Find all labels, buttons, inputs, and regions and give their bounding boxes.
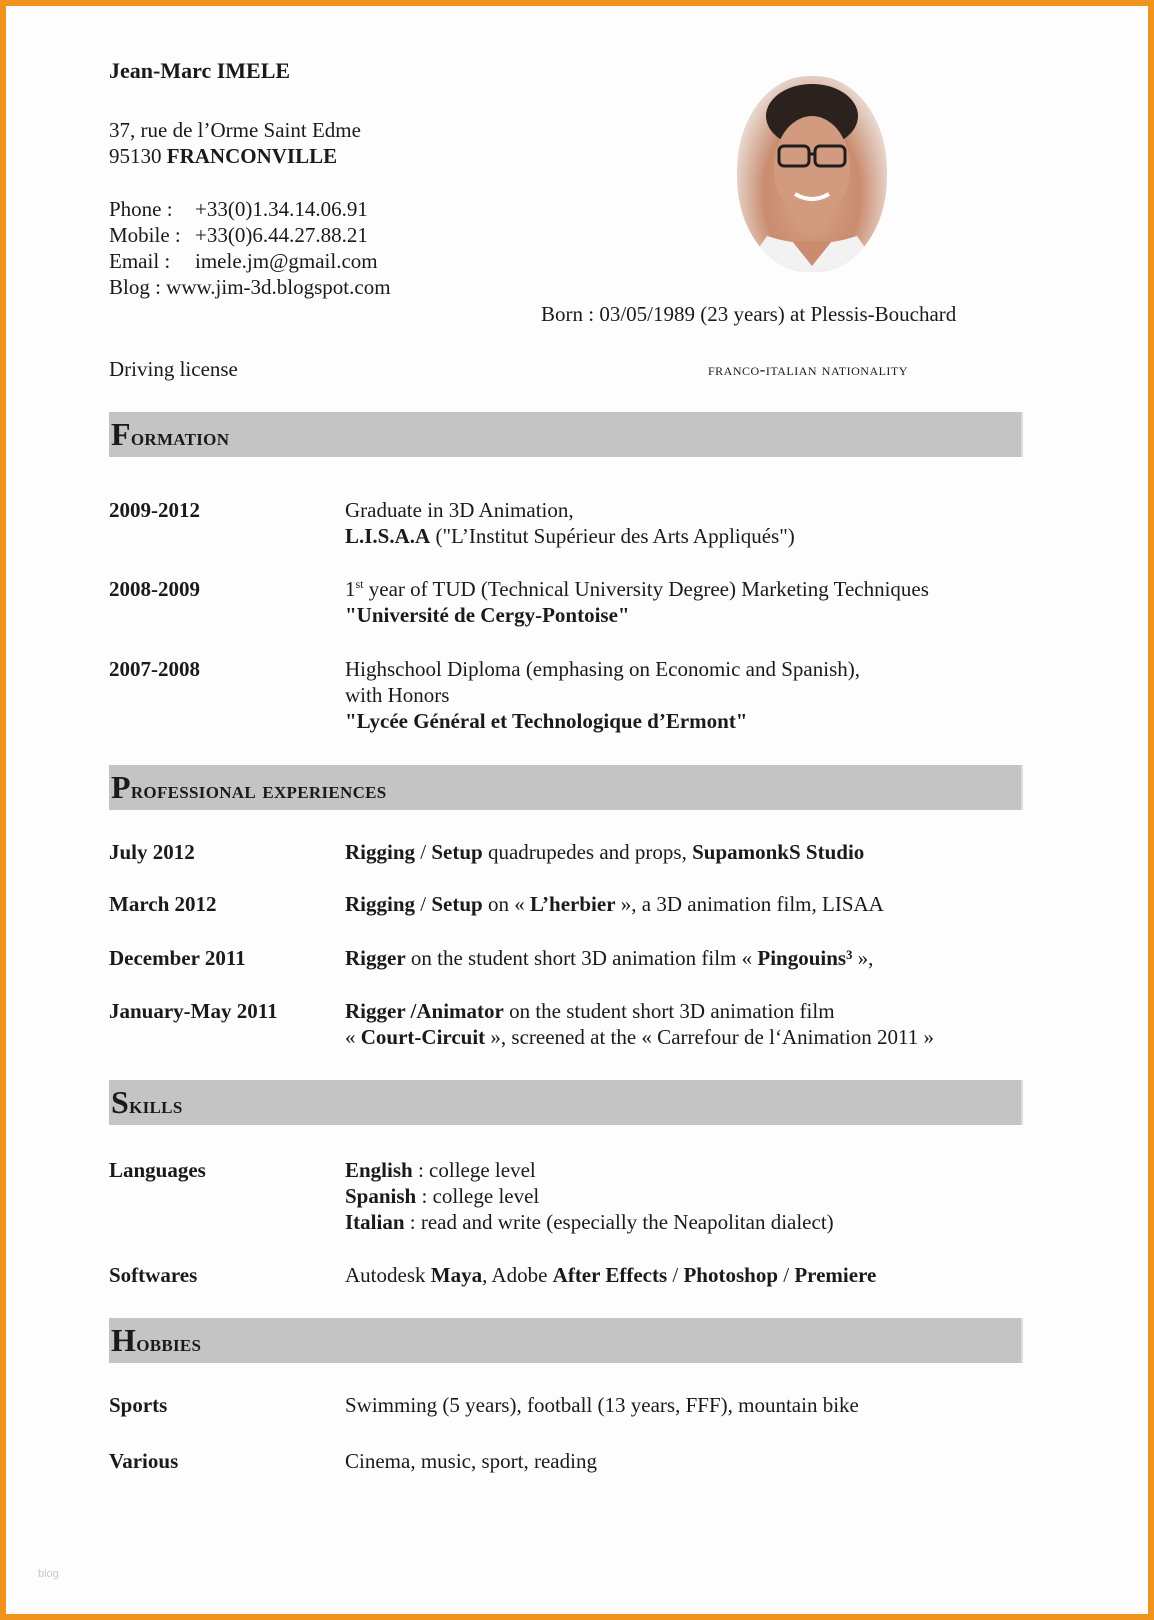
separator: / [667, 1263, 684, 1287]
detail: on the student short 3D animation film [503, 999, 835, 1023]
mobile-label: Mobile : [109, 223, 181, 247]
language-level: : read and write (especially the Neapolitan dialect) [404, 1210, 834, 1234]
film-title: Court-Circuit [360, 1025, 486, 1049]
birth-info: Born : 03/05/1989 (23 years) at Plessis-Bouchard [541, 302, 957, 326]
language-item [345, 1209, 834, 1235]
software-name: Premiere [794, 1263, 877, 1287]
software-name: Photoshop [683, 1263, 778, 1287]
formation-degree [345, 576, 929, 602]
detail: », [852, 946, 874, 970]
address-line: 37, rue de l’Orme Saint Edme [109, 118, 361, 142]
software-name: After Effects [552, 1263, 668, 1287]
detail: », screened at the « Carrefour de l‘Animation 2011 » [485, 1025, 934, 1049]
city-line [109, 143, 337, 169]
section-title: Skills [111, 1084, 183, 1120]
software-list [345, 1262, 876, 1288]
skills-label: Languages [109, 1158, 206, 1182]
role: Setup [431, 892, 483, 916]
separator: / [778, 1263, 795, 1287]
section-hobbies [109, 1318, 1023, 1363]
ordinal-suffix: st [355, 577, 364, 591]
city: FRANCONVILLE [166, 144, 338, 168]
detail: », a 3D animation film, LISAA [615, 892, 884, 916]
hobby-label: Various [109, 1449, 179, 1473]
degree-text: year of TUD (Technical University Degree) Marketing Techniques [363, 577, 929, 601]
language-item [345, 1157, 536, 1183]
experience-date: March 2012 [109, 892, 217, 916]
experience-description [345, 839, 864, 865]
section-title: Formation [111, 416, 230, 452]
email-value: imele.jm@gmail.com [195, 249, 378, 273]
separator: / [415, 892, 432, 916]
studio: SupamonkS Studio [692, 840, 865, 864]
section-experience [109, 765, 1023, 810]
formation-date: 2007-2008 [109, 657, 200, 681]
driving-license: Driving license [109, 357, 238, 381]
experience-description [345, 891, 884, 917]
postcode: 95130 [109, 144, 162, 168]
language-name: English [345, 1158, 413, 1182]
section-skills [109, 1080, 1023, 1125]
detail: quadrupedes and props, [482, 840, 693, 864]
role: Rigger [345, 946, 406, 970]
watermark: blog [38, 1568, 59, 1580]
hobby-detail: Swimming (5 years), football (13 years, FFF), mountain bike [345, 1393, 859, 1417]
formation-date: 2009-2012 [109, 498, 200, 522]
language-level: : college level [416, 1184, 540, 1208]
blog-line: Blog : www.jim-3d.blogspot.com [109, 275, 391, 299]
role: Rigger /Animator [345, 999, 504, 1023]
formation-degree: Highschool Diploma (emphasing on Economic and Spanish), [345, 657, 861, 681]
formation-school: "Université de Cergy-Pontoise" [345, 603, 630, 627]
experience-description [345, 945, 873, 971]
detail: on « [482, 892, 530, 916]
ordinal-number: 1 [345, 577, 356, 601]
skills-label: Softwares [109, 1263, 198, 1287]
mobile-value: +33(0)6.44.27.88.21 [195, 223, 368, 247]
phone-value: +33(0)1.34.14.06.91 [195, 197, 368, 221]
language-name: Italian [345, 1210, 405, 1234]
role: Setup [431, 840, 483, 864]
formation-school [345, 523, 795, 549]
separator: / [415, 840, 432, 864]
profile-photo [737, 76, 887, 272]
experience-description [345, 1024, 934, 1050]
film-title: Pingouins³ [757, 946, 853, 970]
role: Rigging [345, 892, 416, 916]
school-name: L.I.S.A.A [345, 524, 431, 548]
role: Rigging [345, 840, 416, 864]
hobby-detail: Cinema, music, sport, reading [345, 1449, 597, 1473]
software-name: Maya [430, 1263, 483, 1287]
formation-school: "Lycée Général et Technologique d’Ermont" [345, 709, 748, 733]
detail: « [345, 1025, 361, 1049]
phone-label: Phone : [109, 197, 173, 221]
experience-date: January-May 2011 [109, 999, 278, 1023]
section-title: Professional experiences [111, 769, 387, 805]
email-label: Email : [109, 249, 171, 273]
section-title: Hobbies [111, 1322, 202, 1358]
formation-date: 2008-2009 [109, 577, 200, 601]
software-text: Autodesk [345, 1263, 431, 1287]
experience-date: July 2012 [109, 840, 195, 864]
portrait-icon [737, 76, 887, 272]
language-name: Spanish [345, 1184, 417, 1208]
nationality: franco-italian nationality [708, 360, 908, 379]
language-item [345, 1183, 539, 1209]
candidate-name: Jean-Marc IMELE [109, 58, 291, 83]
experience-description [345, 998, 835, 1024]
formation-degree: Graduate in 3D Animation, [345, 498, 574, 522]
film-title: L’herbier [529, 892, 616, 916]
section-formation [109, 412, 1023, 457]
hobby-label: Sports [109, 1393, 168, 1417]
school-detail: ("L’Institut Supérieur des Arts Appliqués") [430, 524, 795, 548]
experience-date: December 2011 [109, 946, 246, 970]
formation-honors: with Honors [345, 683, 450, 707]
detail: on the student short 3D animation film « [405, 946, 758, 970]
software-text: , Adobe [482, 1263, 553, 1287]
language-level: : college level [412, 1158, 536, 1182]
